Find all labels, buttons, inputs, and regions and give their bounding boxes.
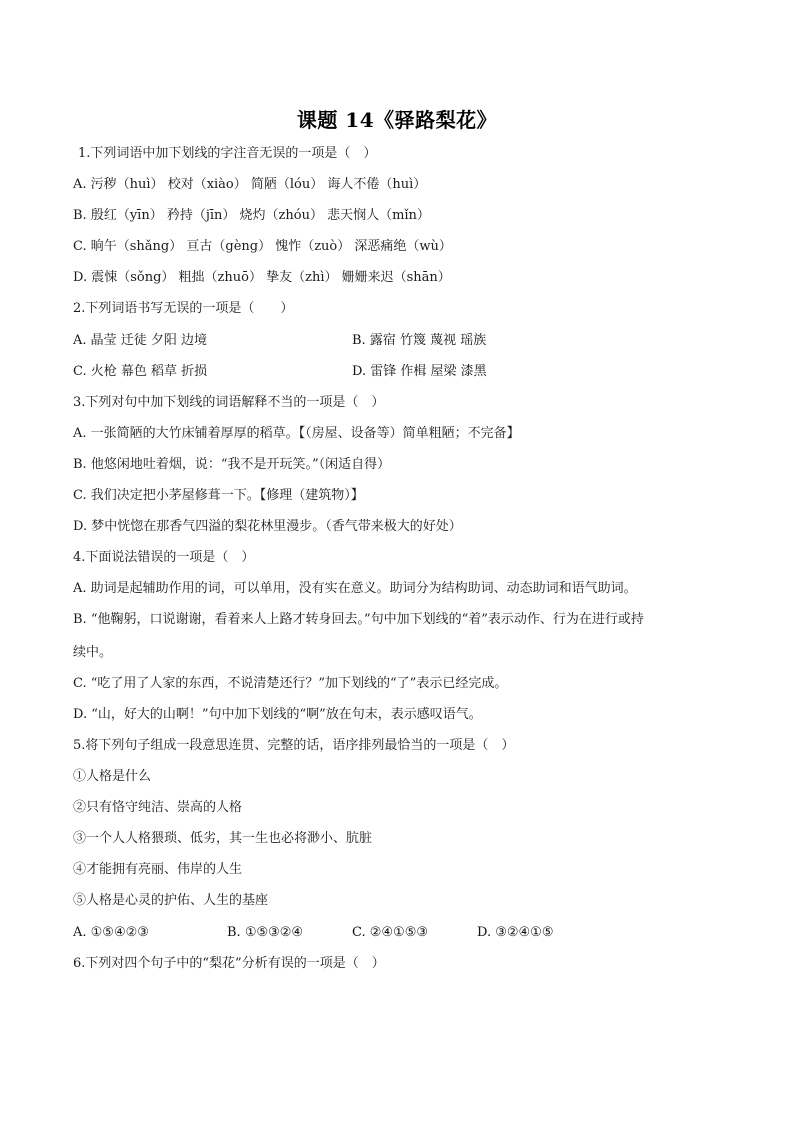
q5-sentence-1: ①人格是什么 [73, 769, 152, 784]
q4-option-a: A. 助词是起辅助作用的词，可以单用，没有实在意义。助词分为结构助词、动态助词和语气助词。 [73, 581, 637, 596]
q3-option-d: D. 梦中恍惚在那香气四溢的梨花林里漫步。（香气带来极大的好处） [73, 519, 462, 534]
q1-option-a: A. 污秽（huì） 校对（xiào） 简陋（lóu） 诲人不倦（huì） [73, 177, 427, 192]
q1-stem: 1.下列词语中加下划线的字注音无误的一项是（ ） [78, 146, 377, 161]
q5-option-c: C. ②④①⑤③ [352, 925, 429, 940]
q2-option-a: A. 晶莹 迁徒 夕阳 边境 [73, 333, 208, 348]
q3-option-c: C. 我们决定把小茅屋修葺一下。【修理（建筑物）】 [73, 488, 364, 503]
q1-option-c: C. 晌午（shǎng） 亘古（gèng） 愧怍（zuò） 深恶痛绝（wù） [73, 239, 452, 254]
q3-option-b: B. 他悠闲地吐着烟，说：“我不是开玩笑。”（闲适自得） [73, 457, 391, 472]
q4-option-d: D. “山，好大的山啊！”句中加下划线的“啊”放在句末，表示感叹语气。 [73, 707, 482, 722]
q5-option-a: A. ①⑤④②③ [73, 925, 149, 940]
document-title: 课题 14《驿路梨花》 [296, 108, 498, 132]
q3-option-a: A. 一张简陋的大竹床铺着厚厚的稻草。【（房屋、设备等）简单粗陋；不完备】 [73, 426, 520, 441]
q5-sentence-3: ③一个人人格猥琐、低劣，其一生也必将渺小、肮脏 [73, 831, 373, 846]
q5-option-b: B. ①⑤③②④ [227, 925, 304, 940]
q2-option-b: B. 露宿 竹篾 蔑视 瑶族 [352, 333, 487, 348]
q2-option-d: D. 雷锋 作楫 屋梁 漆黑 [352, 364, 487, 379]
q1-option-d: D. 震悚（sǒng） 粗拙（zhuō） 挚友（zhì） 姗姗来迟（shān） [73, 270, 451, 285]
q4-option-b-line2: 续中。 [73, 645, 113, 660]
q2-option-c: C. 火枪 幕色 稻草 折损 [73, 364, 208, 379]
q5-sentence-2: ②只有恪守纯洁、崇高的人格 [73, 800, 243, 815]
q5-sentence-5: ⑤人格是心灵的护佑、人生的基座 [73, 893, 269, 908]
q4-option-b-line1: B. “他鞠躬，口说谢谢，看着来人上路才转身回去。”句中加下划线的“着”表示动作、行为在进行或持 [73, 612, 644, 627]
q4-stem: 4.下面说法错误的一项是（ ） [73, 550, 255, 565]
q3-stem: 3.下列对句中加下划线的词语解释不当的一项是（ ） [73, 395, 385, 410]
q5-option-d: D. ③②④①⑤ [477, 925, 554, 940]
q5-stem: 5.将下列句子组成一段意思连贯、完整的话，语序排列最恰当的一项是（ ） [73, 738, 515, 753]
q4-option-c: C. “吃了用了人家的东西，不说清楚还行？”加下划线的“了”表示已经完成。 [73, 676, 508, 691]
q6-stem: 6.下列对四个句子中的“梨花”分析有误的一项是（ ） [73, 956, 385, 971]
q2-stem: 2.下列词语书写无误的一项是（ ） [73, 301, 294, 316]
q1-option-b: B. 殷红（yīn） 矜持（jīn） 烧灼（zhóu） 悲天悯人（mǐn） [73, 208, 430, 223]
q5-sentence-4: ④才能拥有亮丽、伟岸的人生 [73, 862, 243, 877]
